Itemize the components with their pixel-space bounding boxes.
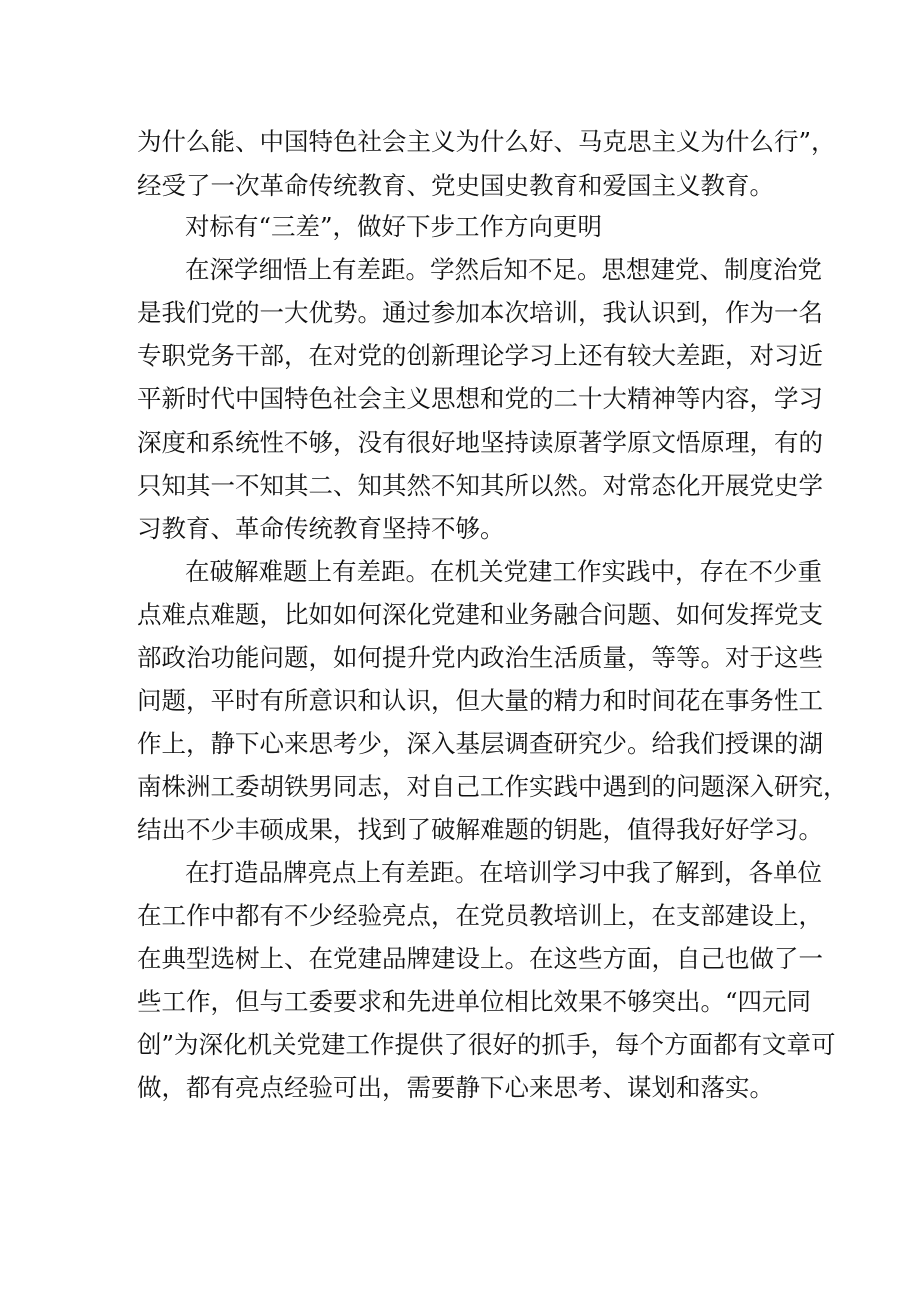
text-line: 在典型选树上、在党建品牌建设上。在这些方面，自己也做了一 bbox=[137, 944, 823, 973]
text-line: 经受了一次革命传统教育、党史国史教育和爱国主义教育。 bbox=[137, 171, 774, 200]
text-line: 作上，静下心来思考少，深入基层调查研究少。给我们授课的湖 bbox=[137, 729, 823, 758]
text-line: 部政治功能问题，如何提升党内政治生活质量，等等。对于这些 bbox=[137, 643, 823, 672]
text-line: 做，都有亮点经验可出，需要静下心来思考、谋划和落实。 bbox=[137, 1073, 774, 1102]
text-line: 在打造品牌亮点上有差距。在培训学习中我了解到，各单位 bbox=[185, 858, 822, 887]
text-line: 创”为深化机关党建工作提供了很好的抓手，每个方面都有文章可 bbox=[137, 1030, 836, 1059]
text-line: 只知其一不知其二、知其然不知其所以然。对常态化开展党史学 bbox=[137, 471, 823, 500]
text-line: 是我们党的一大优势。通过参加本次培训，我认识到，作为一名 bbox=[137, 298, 823, 327]
text-line: 专职党务干部，在对党的创新理论学习上还有较大差距，对习近 bbox=[137, 341, 823, 370]
section-heading: 对标有“三差”，做好下步工作方向更明 bbox=[185, 212, 603, 241]
text-line: 在深学细悟上有差距。学然后知不足。思想建党、制度治党 bbox=[185, 255, 822, 284]
text-line: 点难点难题，比如如何深化党建和业务融合问题、如何发挥党支 bbox=[137, 600, 823, 629]
text-line: 问题，平时有所意识和认识，但大量的精力和时间花在事务性工 bbox=[137, 686, 823, 715]
text-line: 为什么能、中国特色社会主义为什么好、马克思主义为什么行”， bbox=[137, 127, 836, 156]
text-line: 习教育、革命传统教育坚持不够。 bbox=[137, 514, 505, 543]
text-line: 平新时代中国特色社会主义思想和党的二十大精神等内容，学习 bbox=[137, 384, 823, 413]
text-line: 深度和系统性不够，没有很好地坚持读原著学原文悟原理，有的 bbox=[137, 428, 823, 457]
text-line: 南株洲工委胡铁男同志，对自己工作实践中遇到的问题深入研究， bbox=[137, 772, 848, 801]
text-line: 在工作中都有不少经验亮点，在党员教培训上，在支部建设上， bbox=[137, 901, 823, 930]
text-line: 结出不少丰硕成果，找到了破解难题的钥匙，值得我好好学习。 bbox=[137, 815, 823, 844]
text-line: 些工作，但与工委要求和先进单位相比效果不够突出。“四元同 bbox=[137, 987, 812, 1016]
text-line: 在破解难题上有差距。在机关党建工作实践中，存在不少重 bbox=[185, 557, 822, 586]
